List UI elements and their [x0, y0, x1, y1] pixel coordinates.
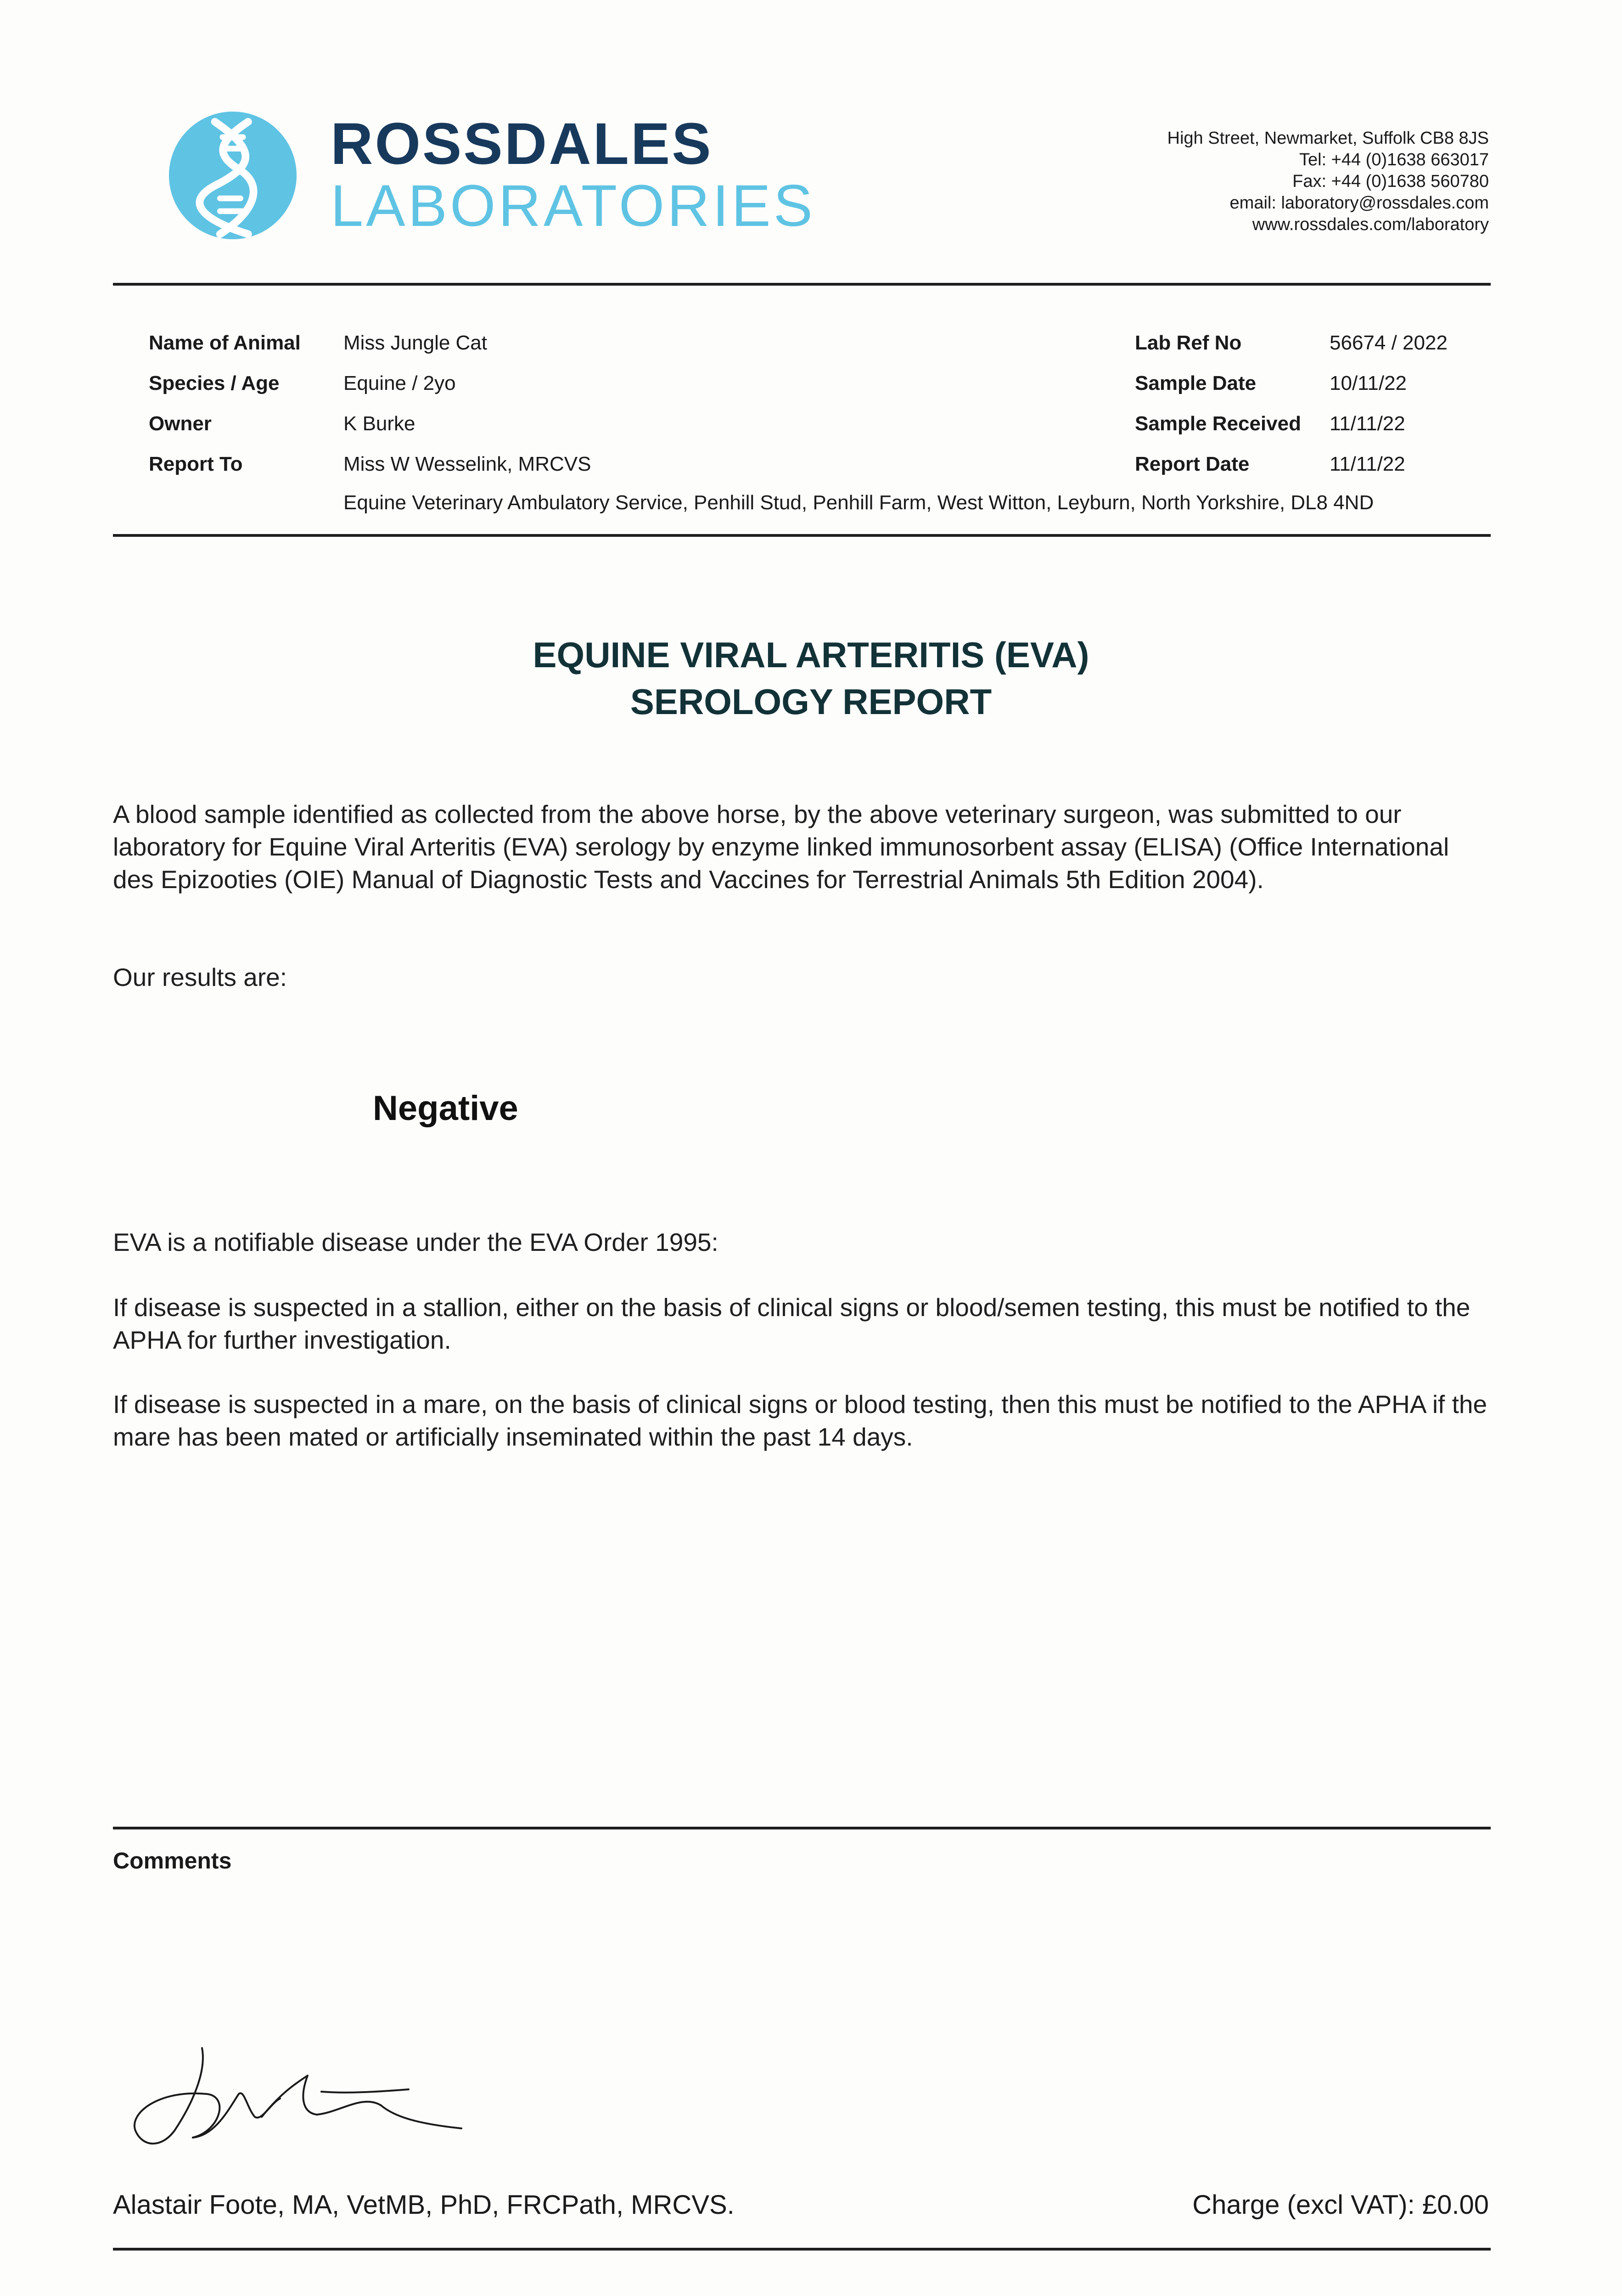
comments-divider: [113, 1827, 1491, 1829]
report-to-value: Miss W Wesselink, MRCVS: [343, 453, 591, 475]
report-date-value: 11/11/22: [1330, 453, 1405, 475]
report-title-line1: EQUINE VIRAL ARTERITIS (EVA): [533, 635, 1089, 675]
contact-address: High Street, Newmarket, Suffolk CB8 8JS: [1167, 129, 1489, 148]
details-divider: [113, 534, 1491, 537]
animal-name-value: Miss Jungle Cat: [343, 332, 488, 354]
sample-received-value: 11/11/22: [1330, 412, 1405, 435]
signatory-name: Alastair Foote, MA, VetMB, PhD, FRCPath, MRCVS.: [113, 2190, 735, 2220]
report-to-label: Report To: [149, 453, 243, 475]
sample-date-label: Sample Date: [1135, 372, 1257, 394]
footer-divider: [113, 2248, 1491, 2251]
species-age-value: Equine / 2yo: [343, 372, 456, 394]
sample-date-value: 10/11/22: [1330, 372, 1407, 394]
contact-block: [1167, 128, 1489, 236]
contact-website[interactable]: www.rossdales.com/laboratory: [1252, 215, 1489, 234]
sample-received-label: Sample Received: [1135, 412, 1301, 435]
report-title: [0, 631, 1622, 725]
mare-note: If disease is suspected in a mare, on the basis of clinical signs or blood testing, then this must be notified to the APHA if the mare has been mated or artificially inseminated within the past 14 days.: [113, 1390, 1487, 1451]
report-title-line2: SEROLOGY REPORT: [630, 681, 992, 722]
report-to-address: Equine Veterinary Ambulatory Service, Penhill Stud, Penhill Farm, West Witton, Leyburn, North Yorkshire, DL8 4ND: [343, 491, 1374, 514]
contact-email[interactable]: email: laboratory@rossdales.com: [1229, 193, 1489, 213]
signature-icon: [124, 2039, 473, 2167]
dna-logo-icon: [169, 112, 297, 239]
brand-name-primary: ROSSDALES: [331, 111, 713, 177]
comments-label: Comments: [113, 1848, 232, 1874]
header-divider: [113, 283, 1491, 286]
brand-name-secondary: LABORATORIES: [331, 173, 815, 239]
results-lead: Our results are:: [113, 963, 287, 991]
lab-ref-value: 56674 / 2022: [1330, 332, 1448, 354]
stallion-note: If disease is suspected in a stallion, either on the basis of clinical signs or blood/semen testing, this must be notified to the APHA for further investigation.: [113, 1293, 1470, 1354]
lab-ref-label: Lab Ref No: [1135, 332, 1242, 354]
intro-paragraph: A blood sample identified as collected from the above horse, by the above veterinary surgeon, was submitted to our laboratory for Equine Viral Arteritis (EVA) serology by enzyme linked immunosorbent assay (ELISA) (Office International des Epizooties (OIE) Manual of Diagnostic Tests and Vaccines for Terrestrial Animals 5th Edition 2004).: [113, 800, 1449, 894]
contact-tel: Tel: +44 (0)1638 663017: [1299, 150, 1489, 169]
notifiable-statement: EVA is a notifiable disease under the EVA Order 1995:: [113, 1228, 718, 1256]
owner-value: K Burke: [343, 412, 415, 435]
animal-name-label: Name of Animal: [149, 332, 301, 354]
result-value: Negative: [373, 1089, 518, 1128]
report-date-label: Report Date: [1135, 453, 1250, 475]
species-age-label: Species / Age: [149, 372, 280, 394]
contact-fax: Fax: +44 (0)1638 560780: [1292, 172, 1489, 191]
charge-amount: Charge (excl VAT): £0.00: [1192, 2190, 1489, 2220]
owner-label: Owner: [149, 412, 212, 435]
